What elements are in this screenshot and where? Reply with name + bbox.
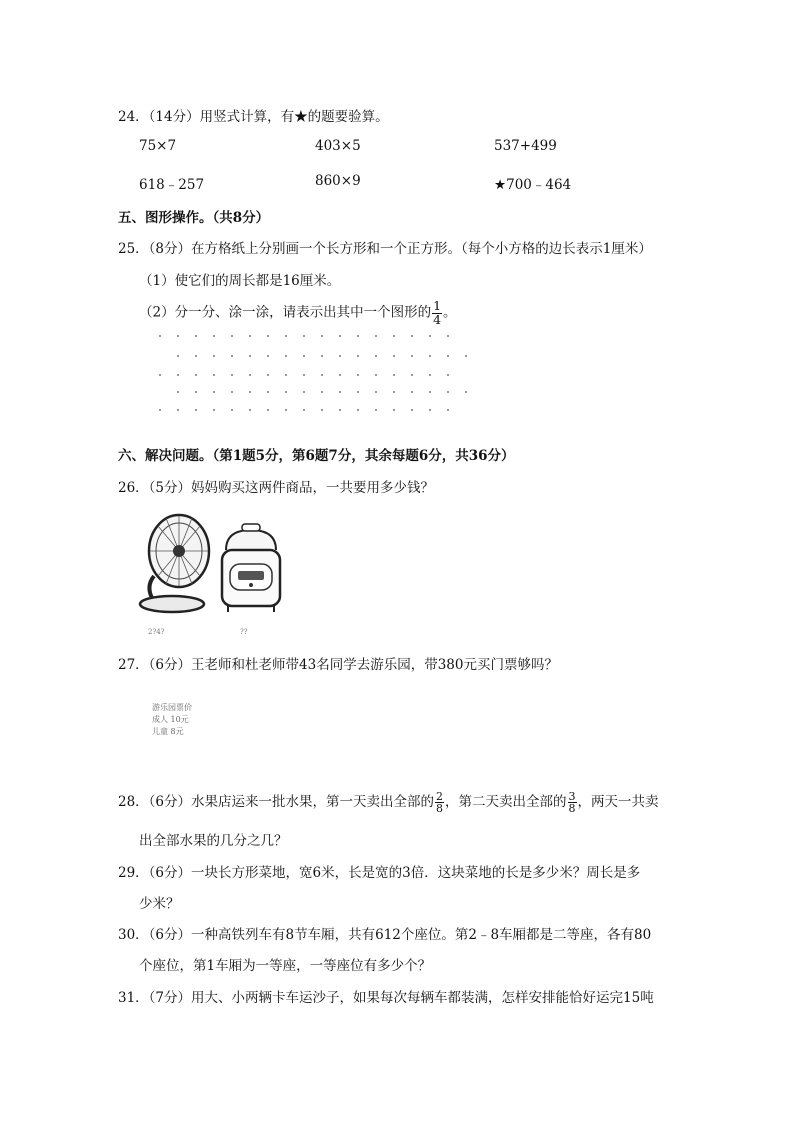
q30-line2: 个座位，第1车厢为一等座，一等座位有多少个？ [139,958,432,974]
grid-dot [357,355,359,357]
grid-dot [393,391,395,393]
grid-dot [303,355,305,357]
grid-dot [195,355,197,357]
q25-sub1: （1）使它们的周长都是16厘米。 [139,273,341,289]
grid-dot [249,409,251,411]
fraction-denominator: 8 [568,802,576,815]
grid-dot [177,355,179,357]
fraction-two-eighths [435,791,444,814]
grid-dot [321,391,323,393]
q28-text-2: ，第二天卖出全部的 [445,794,567,810]
sign-title: 游乐园票价 [152,703,192,712]
grid-dot [339,391,341,393]
section-6-title: 六、解决问题。（第1题5分，第6题7分，其余每题6分，共36分） [118,448,515,464]
grid-dot [375,391,377,393]
grid-dot [411,335,413,337]
sign-child-price: 儿童 8元 [152,727,184,736]
fraction-denominator: 8 [436,802,444,815]
grid-dot [177,335,179,337]
rice-cooker-image [216,520,286,620]
grid-dot [375,335,377,337]
grid-dot [465,355,467,357]
grid-dot [285,374,287,376]
grid-dot [231,374,233,376]
grid-dot [447,355,449,357]
q25-sub2-end: 。 [443,304,457,321]
q28-text-3: ，两天一共卖 [577,794,659,810]
grid-dot [375,409,377,411]
q24-item-1: 75×7 [139,138,177,154]
grid-dot [321,374,323,376]
grid-dot [231,355,233,357]
grid-dot [357,335,359,337]
ticket-price-sign [152,702,192,738]
grid-dot [393,355,395,357]
section-5-title: 五、图形操作。（共8分） [118,210,270,226]
q30-line1: 30．（6分）一种高铁列车有8节车厢，共有612个座位。第2﹣8车厢都是二等座，各有80 [118,927,652,943]
grid-dot [339,355,341,357]
grid-dot [447,335,449,337]
grid-dot [285,355,287,357]
q24-item-4: 618﹣257 [139,177,205,193]
grid-dot [447,409,449,411]
q24-item-2: 403×5 [315,138,361,154]
fraction-numerator: 2 [436,790,444,803]
grid-dot [429,355,431,357]
q24-stem: 24．（14分）用竖式计算，有★的题要验算。 [118,109,389,125]
grid-dot [321,409,323,411]
grid-dot [285,409,287,411]
grid-dot [177,391,179,393]
grid-dot [411,391,413,393]
q24-item-5: 860×9 [315,173,361,189]
q26-stem: 26．（5分）妈妈购买这两件商品，一共要用多少钱？ [118,480,435,496]
grid-dot [429,374,431,376]
grid-dot [393,335,395,337]
fraction-numerator: 1 [433,298,442,313]
q27-stem: 27．（6分）王老师和杜老师带43名同学去游乐园，带380元买门票够吗？ [118,657,558,673]
grid-dot [303,409,305,411]
grid-dot [231,335,233,337]
grid-dot [213,409,215,411]
grid-dot [339,409,341,411]
grid-dot [267,374,269,376]
grid-dot [411,374,413,376]
q25-stem: 25．（8分）在方格纸上分别画一个长方形和一个正方形。（每个小方格的边长表示1厘米） [118,241,652,257]
grid-dot [213,355,215,357]
grid-dot [447,374,449,376]
fan-price-label: 2?4? [148,628,165,636]
grid-dot [231,391,233,393]
q25-sub2 [139,300,457,326]
q25-sub2-text: （2）分一分、涂一涂，请表示出其中一个图形的 [139,304,432,321]
q29-line1: 29．（6分）一块长方形菜地，宽6米，长是宽的3倍．这块菜地的长是多少米？周长是多 [118,865,641,881]
grid-dot [375,355,377,357]
q24-item-6: ★700﹣464 [494,177,572,193]
grid-dot [321,355,323,357]
cooker-price-label: ?? [240,628,248,636]
q31-line1: 31．（7分）用大、小两辆卡车运沙子，如果每次每辆车都装满，怎样安排能恰好运完15吨 [118,990,654,1006]
q29-line2: 少米？ [139,896,180,912]
dot-grid-paper[interactable] [150,330,500,420]
fraction-three-eighths [568,791,577,814]
grid-dot [447,391,449,393]
grid-dot [357,409,359,411]
sign-adult-price: 成人 10元 [152,715,189,724]
grid-dot [429,335,431,337]
grid-dot [375,374,377,376]
q28-line1 [118,790,659,814]
grid-dot [249,391,251,393]
grid-dot [231,409,233,411]
grid-dot [429,391,431,393]
grid-dot [339,335,341,337]
fraction-denominator: 4 [433,311,442,327]
grid-dot [249,355,251,357]
grid-dot [267,409,269,411]
grid-dot [249,335,251,337]
grid-dot [177,374,179,376]
fraction-numerator: 3 [568,790,576,803]
grid-dot [303,391,305,393]
grid-dot [393,374,395,376]
grid-dot [393,409,395,411]
grid-dot [267,335,269,337]
grid-dot [357,391,359,393]
grid-dot [285,335,287,337]
fraction-one-quarter [432,300,442,326]
grid-dot [195,374,197,376]
grid-dot [321,335,323,337]
grid-dot [195,391,197,393]
grid-dot [465,391,467,393]
grid-dot [357,374,359,376]
electric-fan-image [134,506,214,616]
grid-dot [411,355,413,357]
grid-dot [429,409,431,411]
grid-dot [177,409,179,411]
grid-dot [159,409,161,411]
grid-dot [303,335,305,337]
grid-dot [213,335,215,337]
grid-dot [159,335,161,337]
q28-line2: 出全部水果的几分之几？ [139,833,288,849]
grid-dot [213,391,215,393]
grid-dot [339,374,341,376]
grid-dot [303,374,305,376]
grid-dot [213,374,215,376]
grid-dot [195,335,197,337]
grid-dot [411,409,413,411]
q24-item-3: 537+499 [494,138,557,154]
grid-dot [195,409,197,411]
grid-dot [285,391,287,393]
grid-dot [159,374,161,376]
grid-dot [267,391,269,393]
grid-dot [267,355,269,357]
q28-text-1: 28．（6分）水果店运来一批水果，第一天卖出全部的 [118,794,435,810]
grid-dot [249,374,251,376]
